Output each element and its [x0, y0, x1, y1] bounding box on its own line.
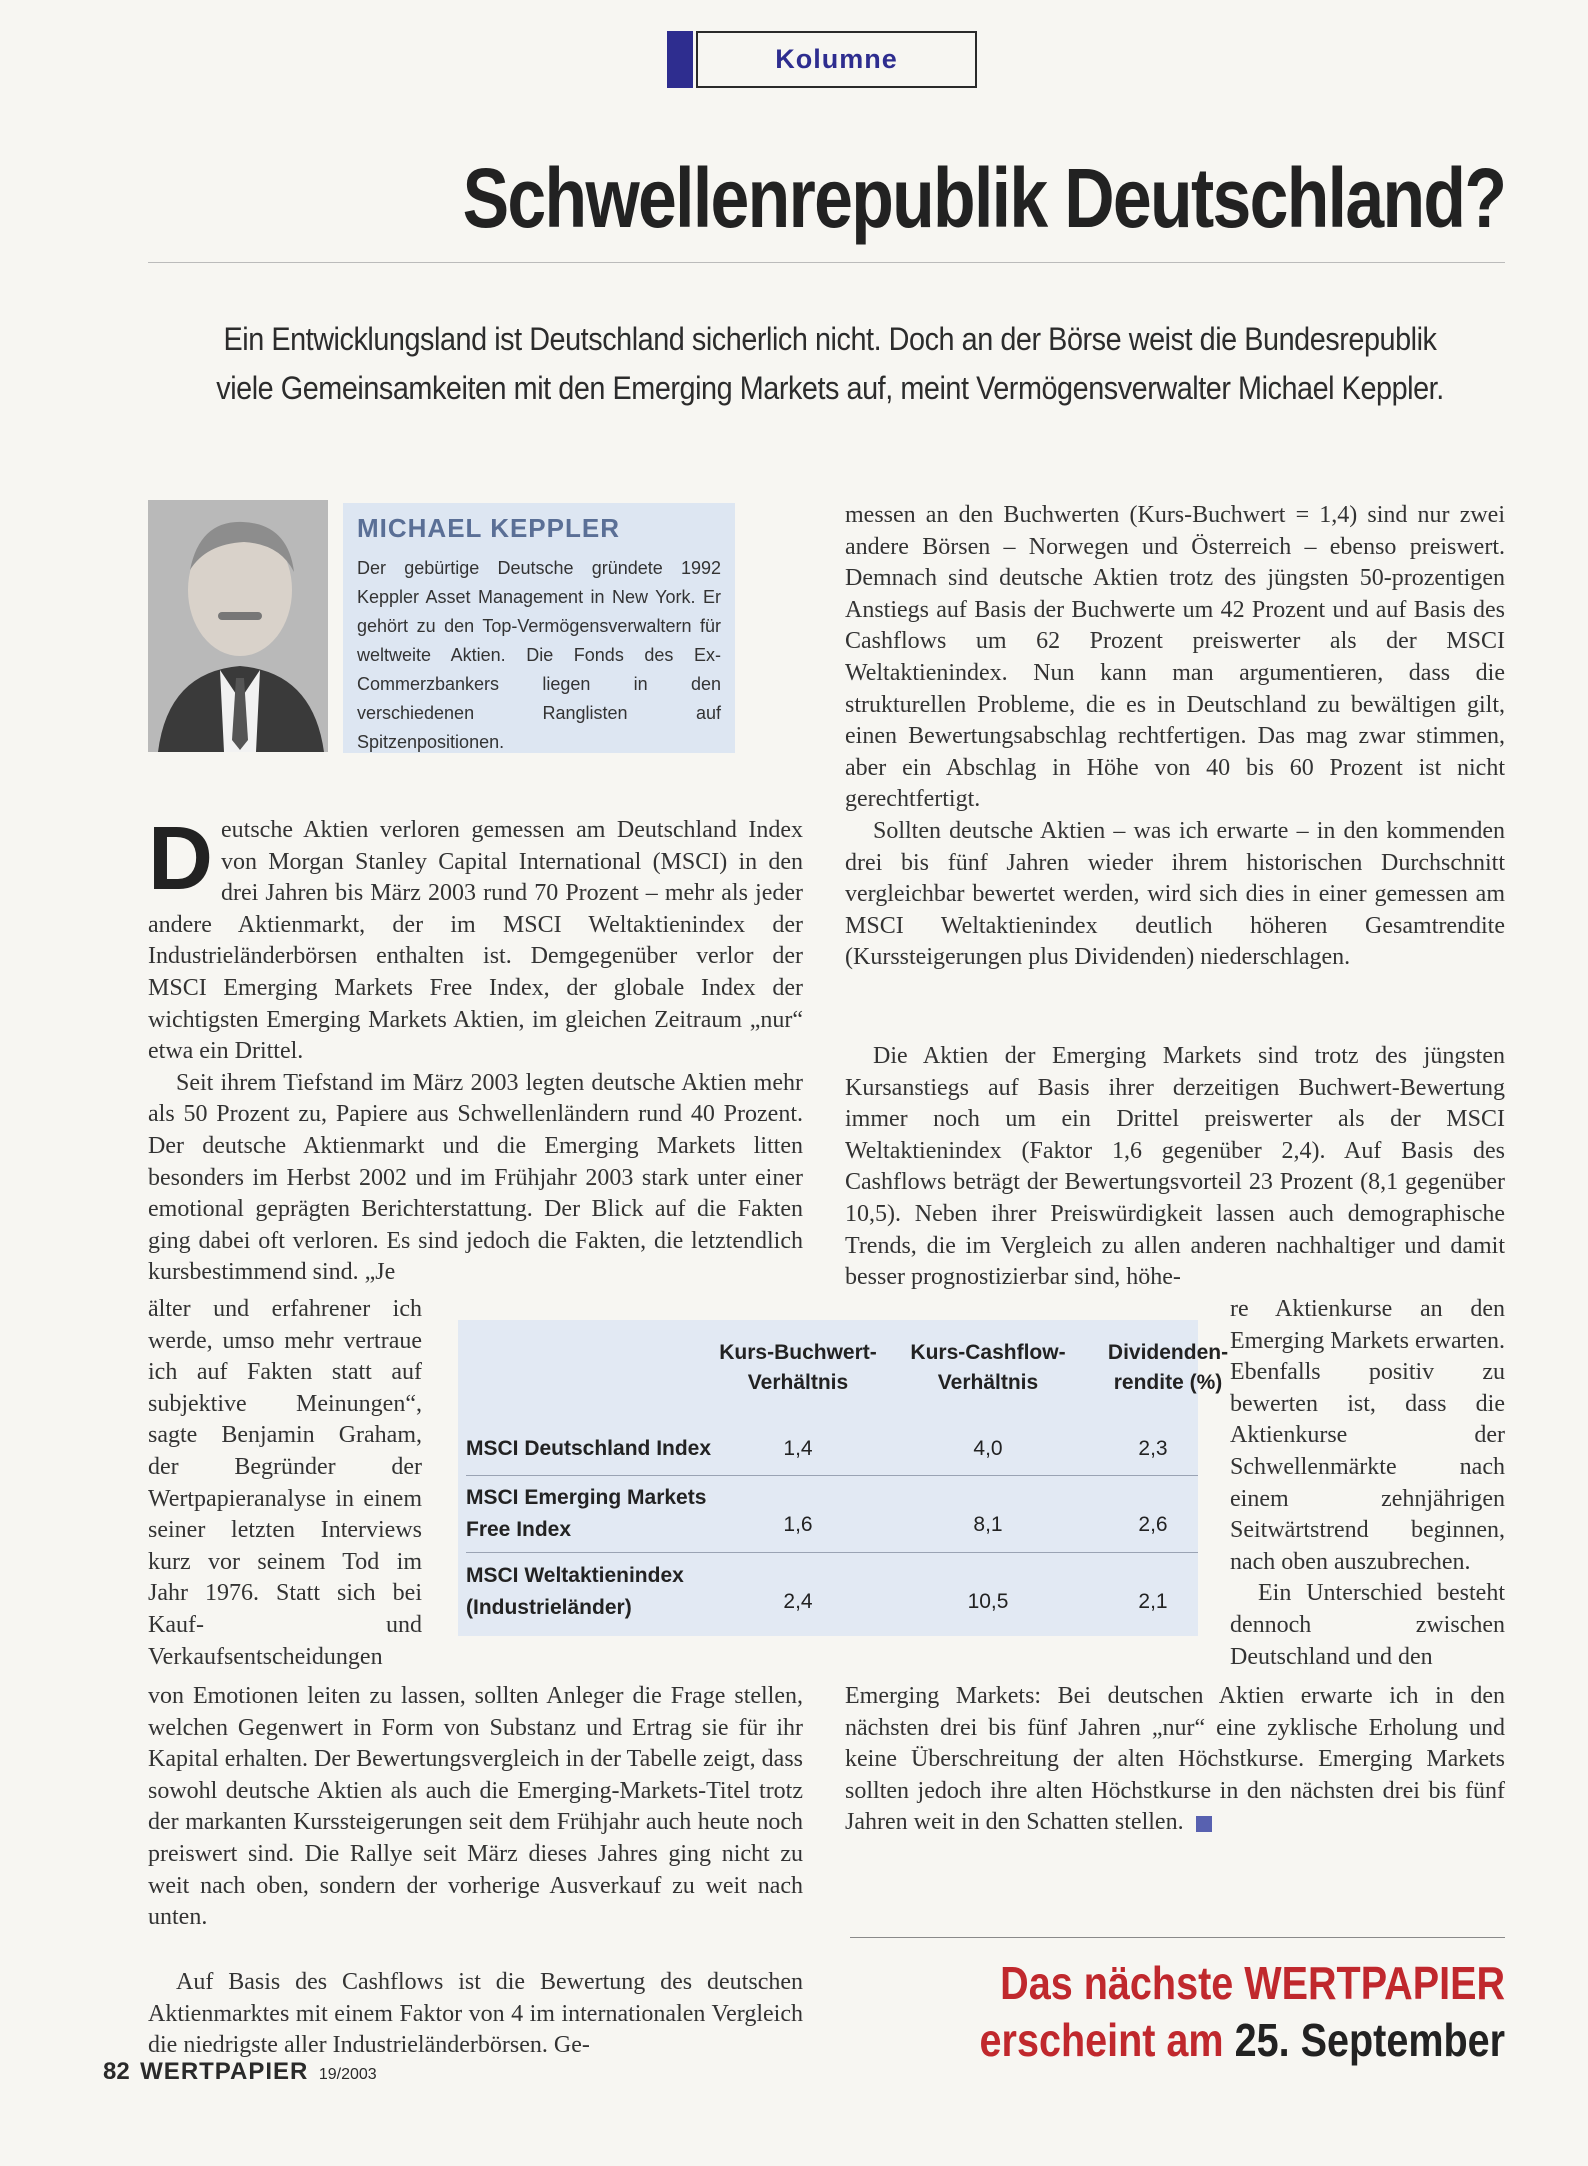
left-column-last: [148, 1967, 803, 2062]
promo-divider: [850, 1937, 1505, 1938]
left-column-top: [148, 809, 803, 1289]
paragraph-2-wrap: älter und erfahrener ich werde, umso mehr vertraue ich auf Fakten statt auf subjektive Meinungen“, sagte Benjamin Graham, der Begründer der Wertpapieranalyse in einem seiner letzten Interviews kurz vor seinem Tod im Jahr 1976. Statt sich bei Kauf- und Verkaufsentscheidungen: [148, 1296, 422, 1670]
table-row-label: MSCI Emerging Markets Free Index: [466, 1486, 707, 1541]
table-cell: 4,0: [973, 1437, 1003, 1460]
lead-line-1: Ein Entwicklungsland ist Deutschland sicherlich nicht. Doch an der Börse weist die Bundesrepublik: [223, 321, 1437, 357]
issue-number: 19/2003: [318, 2066, 377, 2083]
author-name: MICHAEL KEPPLER: [357, 513, 620, 543]
table-cell: 2,1: [1138, 1590, 1168, 1613]
table-cell: 2,4: [783, 1590, 813, 1613]
magazine-name: WERTPAPIER: [140, 2058, 309, 2085]
table-row-divider: [466, 1552, 1198, 1553]
table-row-divider: [466, 1475, 1198, 1476]
table-header-kcv: Kurs-Cashflow- Verhältnis: [910, 1341, 1066, 1394]
table-header-div: Dividenden- rendite (%): [1107, 1341, 1229, 1394]
table-cell: 8,1: [973, 1513, 1003, 1536]
article-lead: [209, 315, 1451, 413]
paragraph-3: Auf Basis des Cashflows ist die Bewertung des deutschen Aktienmarktes mit einem Faktor von 4 im internationalen Vergleich die niedrigste aller Industrieländerbörsen. Ge-: [148, 1969, 803, 2059]
table-cell: 2,6: [1138, 1513, 1168, 1536]
left-column-wrap: [148, 1294, 422, 1673]
section-label: [667, 31, 977, 88]
paragraph-1: Deutsche Aktien verloren gemessen am Deutschland Index von Morgan Stanley Capital International (MSCI) in den drei Jahren bis März 2003 rund 70 Prozent – mehr als jeder andere Aktienmarkt, der im MSCI Weltaktienindex der Industrieländerbörsen enthalten ist. Demgegenüber verlor der MSCI Emerging Markets Free Index, der globale Index der wichtigsten Emerging Markets Aktien, im gleichen Zeitraum „nur“ etwa ein Drittel.: [148, 809, 803, 1065]
title-divider: [148, 262, 1505, 263]
right-column-top: [845, 500, 1505, 974]
paragraph-2-end: von Emotionen leiten zu lassen, sollten Anleger die Frage stellen, welchen Gegenwert in Form von Substanz und Ertrag sie für ihr Kapital erhalten. Der Bewertungsvergleich in der Tabelle zeigt, dass sowohl deutsche Aktien als auch die Emerging-Markets-Titel trotz der markanten Kurssteigerungen seit dem Frühjahr auch heute noch preiswert sind. Die Rallye seit März dieses Jahres ging nicht zu weit nach oben, sondern der vorherige Ausverkauf zu weit nach unten.: [148, 1683, 803, 1931]
drop-cap: D: [148, 809, 213, 909]
right-paragraph-1: messen an den Buchwerten (Kurs-Buchwert = 1,4) sind nur zwei andere Börsen – Norwegen und Österreich – ebenso preiswert. Demnach sind deutsche Aktien trotz des jüngsten 50-prozentigen Anstiegs auf Basis der Buchwerte um 42 Prozent und auf Basis des Cashflows um 62 Prozent preiswerter als der MSCI Weltaktienindex. Nun kann man argumentieren, dass die strukturellen Probleme, die es in Deutschland zu bewältigen gilt, einen Bewertungsabschlag rechtfertigen. Das mag zwar stimmen, aber ein Abschlag in Höhe von 40 bis 60 Prozent ist nicht gerechtfertigt.: [845, 502, 1505, 813]
author-bio-text: Der gebürtige Deutsche gründete 1992 Keppler Asset Management in New York. Er gehört zu den Top-Vermögensverwaltern für weltweite Aktien. Die Fonds des Ex-Commerzbankers liegen in den verschiedenen Ranglisten auf Spitzenpositionen.: [357, 558, 721, 752]
right-paragraph-2: Sollten deutsche Aktien – was ich erwarte – in den kommenden drei bis fünf Jahren wieder ihrem historischen Durchschnitt vergleichbar bewertet werden, wird sich dies in einer gemessen am MSCI Weltaktienindex deutlich höheren Gesamtrendite (Kurssteigerungen plus Dividenden) niederschlagen.: [845, 817, 1505, 971]
right-paragraph-3: Die Aktien der Emerging Markets sind trotz des jüngsten Kursanstiegs auf Basis ihrer derzeitigen Buchwert-Bewertung immer noch um ein Drittel preiswerter als der MSCI Weltaktienindex (Faktor 1,6 gegenüber 2,4). Auf Basis des Cashflows beträgt der Bewertungsvorteil 23 Prozent (8,1 gegenüber 10,5). Neben ihrer Preiswürdigkeit lassen auch demographische Trends, die im Vergleich zu allen anderen nachhaltiger und damit besser prognostizierbar sind, höhe-: [845, 1043, 1505, 1291]
page-footer: [103, 2058, 377, 2086]
page-number: 82: [103, 2058, 130, 2085]
article-title: Schwellenrepublik Deutschland?: [462, 151, 1505, 245]
table-cell: 10,5: [967, 1590, 1009, 1613]
paragraph-2: Seit ihrem Tiefstand im März 2003 legten deutsche Aktien mehr als 50 Prozent zu, Papiere aus Schwellenländern rund 40 Prozent. Der deutsche Aktienmarkt und die Emerging Markets litten besonders im Herbst 2002 und im Frühjahr 2003 stark unter einer emotional geprägten Berichterstattung. Der Blick auf die Fakten ging dabei oft verloren. Es sind jedoch die Fakten, die letztendlich kursbestimmend sind. „Je: [148, 1069, 803, 1286]
right-paragraph-4-end: Emerging Markets: Bei deutschen Aktien erwarte ich in den nächsten drei bis fünf Jahren „nur“ eine zyklische Erholung und keine Überschreitung der alten Höchstkurse. Emerging Markets sollten jedoch ihre alten Höchstkurse in den nächsten drei bis fünf Jahren weit in den Schatten stellen.: [845, 1683, 1505, 1836]
right-column-mid: [845, 1041, 1505, 1294]
table-cell: 2,3: [1138, 1437, 1168, 1460]
table-cell: 1,6: [783, 1513, 813, 1536]
right-paragraph-4-wrap: Ein Unterschied besteht dennoch zwischen Deutschland und den: [1230, 1580, 1505, 1670]
table-cell: 1,4: [783, 1437, 813, 1460]
lead-line-2: viele Gemeinsamkeiten mit den Emerging Markets auf, meint Vermögensverwalter Michael Keppler.: [216, 370, 1444, 406]
right-column-bottom: [845, 1681, 1505, 1839]
table-row-label: MSCI Weltaktienindex (Industrieländer): [466, 1564, 684, 1619]
author-bio-box: [343, 503, 735, 753]
valuation-table: [458, 1320, 1229, 1636]
table-row-label: MSCI Deutschland Index: [466, 1437, 712, 1460]
section-label-text: Kolumne: [696, 31, 977, 88]
table-header-kbv: Kurs-Buchwert- Verhältnis: [719, 1341, 877, 1394]
right-paragraph-3-wrap: re Aktienkurse an den Emerging Markets erwarten. Ebenfalls positiv zu bewerten ist, dass die Aktienkurse der Schwellenmärkte nach einem zehnjährigen Seitwärtstrend beginnen, nach oben auszubrechen.: [1230, 1296, 1505, 1575]
end-mark-icon: [1196, 1816, 1212, 1832]
section-label-bar: [667, 31, 693, 88]
author-photo: [148, 500, 328, 752]
left-column-bottom: [148, 1681, 803, 1934]
next-issue-promo: Das nächste WERTPAPIER erscheint am 25. September: [979, 1957, 1505, 2066]
